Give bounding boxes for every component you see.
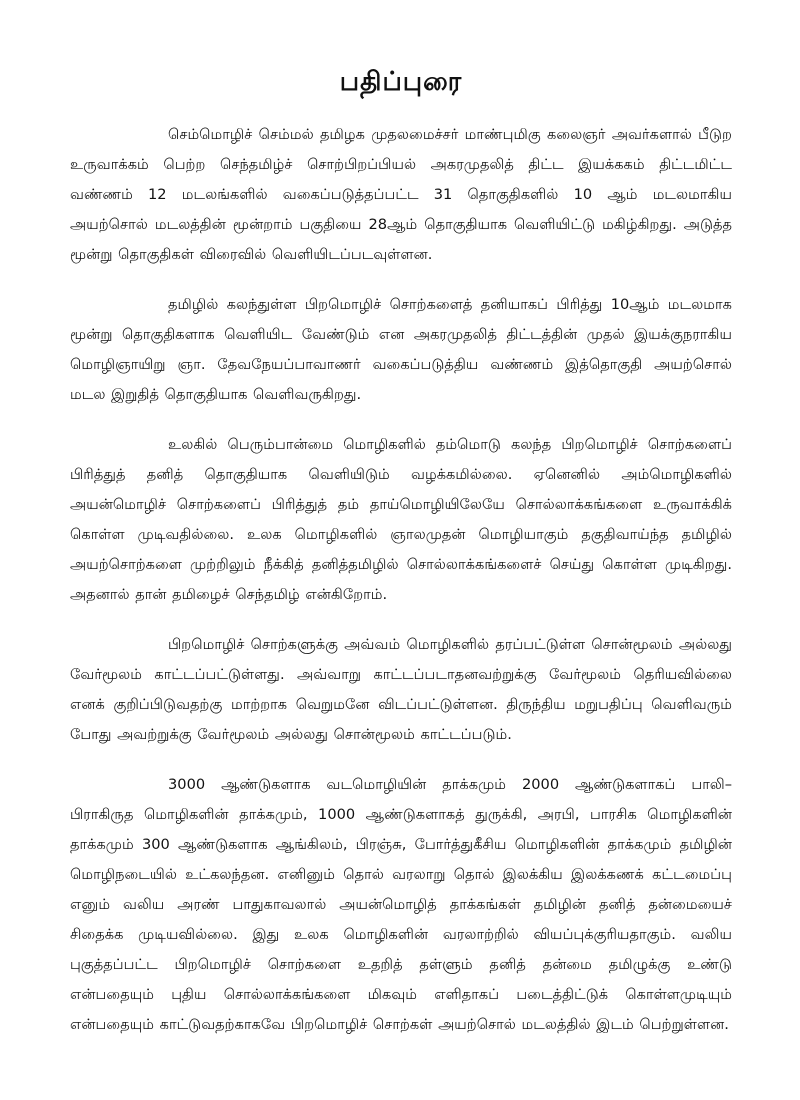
paragraph-1: செம்மொழிச் செம்மல் தமிழக முதலமைச்சர் மாண்புமிகு கலைஞர் அவர்களால் பீடுற உருவாக்கம் பெற்ற செந்தமிழ்ச் சொற்பிறப்பியல் அகரமுதலித் திட்ட இயக்ககம் திட்டமிட்ட வண்ணம் 12 மடலங்களில் வகைப்படுத்தப்பட்ட 31 தொகுதிகளில் 10 ஆம் மடலமாகிய அயற்சொல் மடலத்தின் மூன்றாம் பகுதியை 28ஆம் தொகுதியாக வெளியிட்டு மகிழ்கிறது. அடுத்த மூன்று தொகுதிகள் விரைவில் வெளியிடப்படவுள்ளன. xyxy=(70,126,732,263)
paragraph-5: 3000 ஆண்டுகளாக வடமொழியின் தாக்கமும் 2000 ஆண்டுகளாகப் பாலி–பிராகிருத மொழிகளின் தாக்கமும், 1000 ஆண்டுகளாகத் துருக்கி, அரபி, பாரசிக மொழிகளின் தாக்கமும் 300 ஆண்டுகளாக ஆங்கிலம், பிரஞ்சு, போர்த்துகீசிய மொழிகளின் தாக்கமும் தமிழின் மொழிநடையில் உட்கலந்தன. எனினும் தொல் வரலாறு தொல் இலக்கிய இலக்கணக் கட்டமைப்பு எனும் வலிய அரண் பாதுகாவலால் அயன்மொழித் தாக்கங்கள் தமிழின் தனித் தன்மையைச் சிதைக்க முடியவில்லை. இது உலக மொழிகளின் வரலாற்றில் வியப்புக்குரியதாகும். வலிய புகுத்தப்பட்ட பிறமொழிச் சொற்களை உதறித் தள்ளும் தனித் தன்மை தமிழுக்கு உண்டு என்பதையும் புதிய சொல்லாக்கங்களை மிகவும் எளிதாகப் படைத்திட்டுக் கொள்ளமுடியும் என்பதையும் காட்டுவதற்காகவே பிறமொழிச் சொற்கள் அயற்சொல் மடலத்தில் இடம் பெற்றுள்ளன. xyxy=(70,776,732,1033)
paragraph-2: தமிழில் கலந்துள்ள பிறமொழிச் சொற்களைத் தனியாகப் பிரித்து 10ஆம் மடலமாக மூன்று தொகுதிகளாக வெளியிட வேண்டும் என அகரமுதலித் திட்டத்தின் முதல் இயக்குநராகிய மொழிஞாயிறு ஞா. தேவநேயப்பாவாணர் வகைப்படுத்திய வண்ணம் இத்தொகுதி அயற்சொல் மடல இறுதித் தொகுதியாக வெளிவருகிறது. xyxy=(70,296,732,403)
paragraph-3: உலகில் பெரும்பான்மை மொழிகளில் தம்மொடு கலந்த பிறமொழிச் சொற்களைப் பிரித்துத் தனித் தொகுதியாக வெளியிடும் வழக்கமில்லை. ஏனெனில் அம்மொழிகளில் அயன்மொழிச் சொற்களைப் பிரித்துத் தம் தாய்மொழியிலேயே சொல்லாக்கங்களை உருவாக்கிக் கொள்ள முடிவதில்லை. உலக மொழிகளில் ஞாலமுதன் மொழியாகும் தகுதிவாய்ந்த தமிழில் அயற்சொற்களை முற்றிலும் நீக்கித் தனித்தமிழில் சொல்லாக்கங்களைச் செய்து கொள்ள முடிகிறது. அதனால் தான் தமிழைச் செந்தமிழ் என்கிறோம். xyxy=(70,436,732,603)
paragraph-4: பிறமொழிச் சொற்களுக்கு அவ்வம் மொழிகளில் தரப்பட்டுள்ள சொன்மூலம் அல்லது வேர்மூலம் காட்டப்பட்டுள்ளது. அவ்வாறு காட்டப்படாதனவற்றுக்கு வேர்மூலம் தெரியவில்லை எனக் குறிப்பிடுவதற்கு மாற்றாக வெறுமனே விடப்பட்டுள்ளன. திருந்திய மறுபதிப்பு வெளிவரும் போது அவற்றுக்கு வேர்மூலம் அல்லது சொன்மூலம் காட்டப்படும். xyxy=(70,636,732,743)
page-title: பதிப்புரை xyxy=(339,67,463,97)
